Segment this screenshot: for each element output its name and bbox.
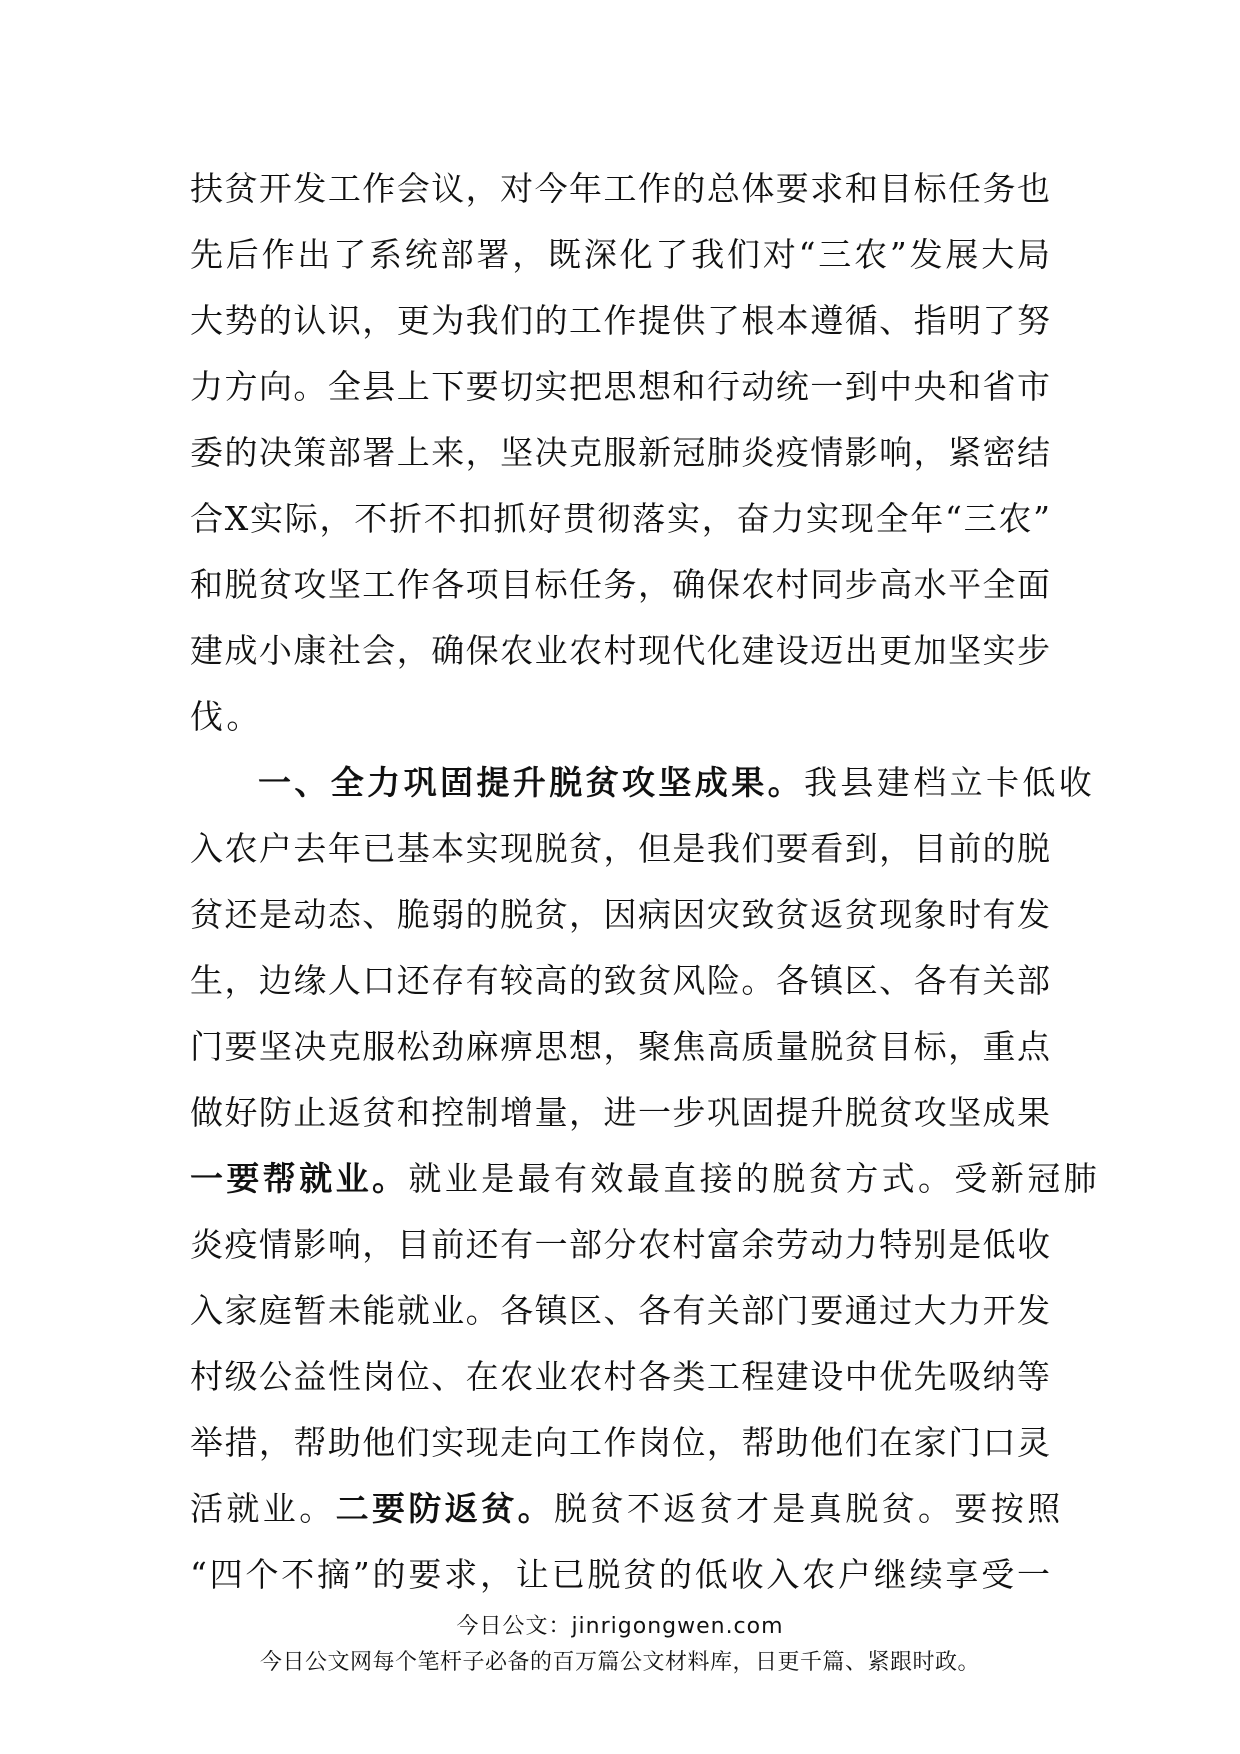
point-line: [190, 1146, 1101, 1212]
text-line: 入家庭暂未能就业。各镇区、各有关部门要通过大力开发: [190, 1291, 1050, 1330]
text-line: 和脱贫攻坚工作各项目标任务，确保农村同步高水平全面: [190, 565, 1050, 604]
text-line: 大势的认识，更为我们的工作提供了根本遵循、指明了努: [190, 301, 1050, 340]
section-heading-tail: 我县建档立卡低收: [804, 763, 1096, 802]
text-line: 举措，帮助他们实现走向工作岗位，帮助他们在家门口灵: [190, 1423, 1050, 1462]
text-line: 先后作出了系统部署，既深化了我们对“三农”发展大局: [190, 235, 1050, 274]
text-line: “四个不摘”的要求，让已脱贫的低收入农户继续享受一: [190, 1555, 1050, 1594]
text-line: 入农户去年已基本实现脱贫，但是我们要看到，目前的脱: [190, 829, 1050, 868]
text-line: 力方向。全县上下要切实把思想和行动统一到中央和省市: [190, 367, 1050, 406]
text-line: 委的决策部署上来，坚决克服新冠肺炎疫情影响，紧密结: [190, 433, 1050, 472]
section-heading-line: [190, 750, 1096, 816]
point-text: 活就业。: [190, 1489, 336, 1528]
section-heading: 一、全力巩固提升脱贫攻坚成果。: [258, 763, 804, 802]
point-line: [190, 1476, 1064, 1542]
text-line: 合X实际，不折不扣抓好贯彻落实，奋力实现全年“三农”: [190, 499, 1050, 538]
text-line: 扶贫开发工作会议，对今年工作的总体要求和目标任务也: [190, 169, 1050, 208]
text-line: 贫还是动态、脆弱的脱贫，因病因灾致贫返贫现象时有发: [190, 895, 1050, 934]
point-text: 就业是最有效最直接的脱贫方式。受新冠肺: [408, 1159, 1101, 1198]
text-line: 炎疫情影响，目前还有一部分农村富余劳动力特别是低收: [190, 1225, 1050, 1264]
text-line: 建成小康社会，确保农业农村现代化建设迈出更加坚实步: [190, 631, 1050, 670]
footer-site-line: 今日公文：jinrigongwen.com: [456, 1614, 784, 1639]
text-line: 生，边缘人口还存有较高的致贫风险。各镇区、各有关部: [190, 961, 1050, 1000]
document-body: [190, 156, 1101, 1608]
footer-slogan: 今日公文网每个笔杆子必备的百万篇公文材料库，日更千篇、紧跟时政。: [259, 1650, 980, 1675]
point-text: 脱贫不返贫才是真脱贫。要按照: [554, 1489, 1064, 1528]
point-title: 一要帮就业。: [190, 1159, 409, 1198]
text-line: 村级公益性岗位、在农业农村各类工程建设中优先吸纳等: [190, 1357, 1050, 1396]
text-line: 做好防止返贫和控制增量，进一步巩固提升脱贫攻坚成果: [190, 1093, 1050, 1132]
text-line: 门要坚决克服松劲麻痹思想，聚焦高质量脱贫目标，重点: [190, 1027, 1050, 1066]
point-title: 二要防返贫。: [335, 1489, 555, 1528]
text-line: 伐。: [190, 697, 263, 736]
